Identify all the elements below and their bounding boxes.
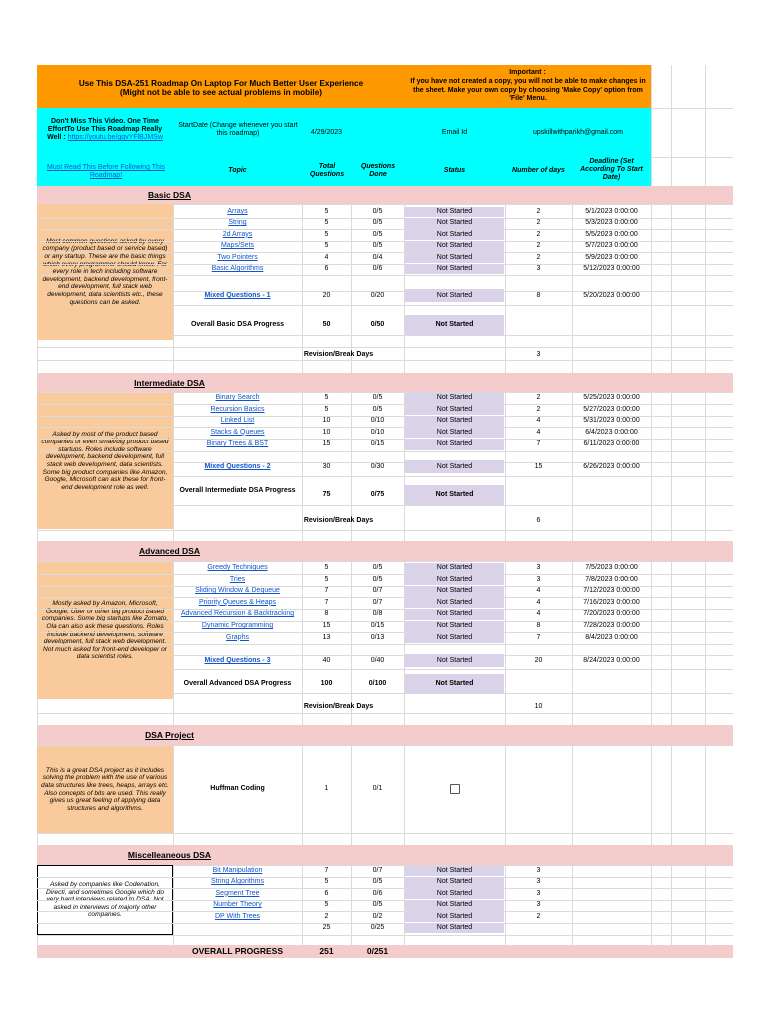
overall-section-status: Not Started — [435, 680, 474, 687]
topic-link[interactable]: Greedy Techniques — [207, 564, 268, 571]
total-questions: 5 — [324, 230, 329, 238]
project-checkbox[interactable] — [450, 784, 460, 794]
questions-done: 0/20 — [370, 292, 385, 299]
col-topic: Topic — [228, 167, 247, 174]
section-desc-basic: Most common questions asked by every company (product based or service based) or any startup. These are the basic things which every programmer should know. For every role in tech including software development, backend development, front-end development, full stack web development, data scientists etc., these questions can be asked. — [37, 204, 173, 340]
total-questions: 10 — [322, 417, 331, 425]
col-days: Number of days — [512, 167, 565, 174]
overall-section-total: 75 — [322, 491, 331, 498]
row-divider — [37, 644, 733, 645]
topic-link[interactable]: 2d Arrays — [222, 230, 253, 238]
video-link[interactable]: https://youtu.be/gqvYFlBJMSw — [67, 134, 163, 141]
status-value[interactable]: Not Started — [436, 610, 473, 618]
days-value: 3 — [536, 901, 541, 909]
topic-link[interactable]: Graphs — [226, 633, 249, 641]
revision-label: Revision/Break Days — [303, 351, 374, 358]
status-value[interactable]: Not Started — [436, 242, 473, 250]
overall-section-done: 0/75 — [370, 491, 385, 498]
status-value[interactable]: Not Started — [436, 253, 473, 261]
topic-link[interactable]: String — [228, 219, 247, 227]
deadline-value: 7/28/2023 0:00:00 — [583, 622, 640, 629]
total-questions: 5 — [324, 219, 329, 227]
status-value[interactable]: Not Started — [436, 230, 473, 238]
revision-days: 3 — [536, 351, 541, 358]
questions-done: 0/6 — [372, 265, 383, 272]
total-questions: 30 — [322, 463, 331, 470]
deadline-value: 7/12/2023 0:00:00 — [583, 587, 640, 595]
total-questions: 2 — [324, 912, 329, 920]
overall-section-label: Overall Advanced DSA Progress — [183, 680, 292, 687]
total-questions: 5 — [324, 564, 329, 571]
questions-done: 0/15 — [370, 622, 385, 629]
questions-done: 0/15 — [370, 440, 385, 448]
status-value[interactable]: Not Started — [436, 901, 473, 909]
total-questions: 15 — [322, 440, 331, 448]
grid-line — [37, 530, 733, 531]
deadline-value: 7/5/2023 0:00:00 — [585, 564, 638, 571]
header-subtitle: (Might not be able to see actual problems in mobile) — [120, 88, 322, 97]
total-questions: 5 — [324, 208, 329, 215]
row-divider — [37, 451, 733, 452]
overall-section-total: 100 — [320, 680, 333, 687]
status-value[interactable]: Not Started — [436, 878, 473, 886]
overall-progress-label: OVERALL PROGRESS — [192, 946, 283, 956]
misc-total: 25 — [322, 924, 331, 931]
col-status: Status — [443, 167, 466, 174]
deadline-value: 5/9/2023 0:00:00 — [585, 253, 638, 261]
status-value[interactable]: Not Started — [436, 208, 473, 215]
misc-status: Not Started — [436, 924, 473, 931]
topic-link[interactable]: Segment Tree — [215, 889, 260, 897]
section-title-advanced: Advanced DSA — [139, 546, 200, 556]
topic-link[interactable]: Sliding Window & Dequeue — [195, 587, 280, 595]
questions-done: 0/6 — [372, 889, 383, 897]
questions-done: 0/5 — [372, 230, 383, 238]
total-questions: 8 — [324, 610, 329, 618]
topic-link[interactable]: Basic Algorithms — [211, 265, 264, 272]
status-value[interactable]: Not Started — [436, 463, 473, 470]
days-value: 4 — [536, 428, 541, 436]
revision-days: 10 — [534, 703, 543, 710]
days-value: 4 — [536, 598, 541, 606]
col-deadline: Deadline (Set According To Start Date) — [580, 158, 643, 181]
topic-link[interactable]: Recursion Basics — [210, 405, 265, 413]
deadline-value: 5/25/2023 0:00:00 — [583, 394, 640, 401]
days-value: 2 — [536, 394, 541, 401]
status-value[interactable]: Not Started — [436, 440, 473, 448]
deadline-value: 5/1/2023 0:00:00 — [585, 208, 638, 215]
deadline-value: 7/20/2023 0:00:00 — [583, 610, 640, 618]
section-desc-project: This is a great DSA project as it includes solving the problem with the use of various data structures like trees, heaps, arrays etc. Also concepts of bits are used. This really gives us great feeling of applying data structures and algorithms. — [37, 746, 173, 833]
status-value[interactable]: Not Started — [436, 292, 473, 299]
grid-line — [37, 713, 733, 714]
status-value[interactable]: Not Started — [436, 405, 473, 413]
startdate-value[interactable]: 4/29/2023 — [310, 129, 343, 136]
questions-done: 0/4 — [372, 253, 383, 261]
days-value: 3 — [536, 889, 541, 897]
status-value[interactable]: Not Started — [436, 564, 473, 571]
days-value: 2 — [536, 242, 541, 250]
important-title: Important : — [509, 69, 546, 76]
project-done: 0/1 — [372, 785, 383, 792]
days-value: 2 — [536, 230, 541, 238]
days-value: 20 — [534, 657, 543, 664]
deadline-value: 7/8/2023 0:00:00 — [585, 575, 638, 583]
days-value: 3 — [536, 575, 541, 583]
questions-done: 0/5 — [372, 901, 383, 909]
status-value[interactable]: Not Started — [436, 889, 473, 897]
status-value[interactable]: Not Started — [436, 633, 473, 641]
topic-link[interactable]: Binary Trees & BST — [206, 440, 269, 448]
topic-link[interactable]: Maps/Sets — [220, 242, 255, 250]
section-title-misc: Miscelleaneous DSA — [127, 850, 212, 860]
mixed-questions-link[interactable]: Mixed Questions - 1 — [204, 292, 271, 299]
total-questions: 5 — [324, 878, 329, 886]
questions-done: 0/7 — [372, 867, 383, 874]
grid-line — [37, 833, 733, 834]
days-value: 2 — [536, 912, 541, 920]
overall-progress-total: 251 — [319, 946, 334, 956]
project-total: 1 — [324, 785, 329, 792]
col-total: Total Questions — [309, 163, 345, 178]
total-questions: 20 — [322, 292, 331, 299]
overall-section-label: Overall Intermediate DSA Progress — [179, 487, 296, 494]
questions-done: 0/5 — [372, 405, 383, 413]
status-value[interactable]: Not Started — [436, 912, 473, 920]
grid-line — [37, 935, 733, 936]
total-questions: 15 — [322, 622, 331, 629]
topic-link[interactable]: Two Pointers — [217, 253, 258, 261]
col-done: Questions Done — [360, 163, 396, 178]
topic-link[interactable]: Tries — [229, 575, 246, 583]
questions-done: 0/7 — [372, 598, 383, 606]
overall-section-done: 0/100 — [368, 680, 387, 687]
section-desc-advanced: Mostly asked by Amazon, Microsoft, Google, Uber or other big product based companies. Some big startups like Zomato, Ola can also ask these questions. Roles include backend development, software development, full stack web development. Not much asked for front-end developer or data scientist roles. — [37, 562, 173, 699]
topic-link[interactable]: DP With Trees — [215, 912, 260, 920]
total-questions: 7 — [324, 867, 329, 874]
days-value: 3 — [536, 867, 541, 874]
topic-link[interactable]: Number Theory — [213, 901, 262, 909]
status-value[interactable]: Not Started — [436, 622, 473, 629]
grid-line — [37, 347, 733, 348]
days-value: 2 — [536, 405, 541, 413]
deadline-value: 6/11/2023 0:00:00 — [583, 440, 640, 448]
status-value[interactable]: Not Started — [436, 265, 473, 272]
topic-link[interactable]: Linked List — [220, 417, 255, 425]
days-value: 2 — [536, 253, 541, 261]
status-value[interactable]: Not Started — [436, 587, 473, 595]
important-text: If you have not created a copy, you will not be able to make changes in the sheet. Make your own copy by choosing 'Make Copy' option from 'File' Menu. — [410, 78, 646, 102]
status-value[interactable]: Not Started — [436, 428, 473, 436]
questions-done: 0/5 — [372, 208, 383, 215]
overall-section-done: 0/50 — [370, 321, 385, 328]
topic-link[interactable]: Dynamic Programming — [201, 622, 274, 629]
days-value: 2 — [536, 208, 541, 215]
questions-done: 0/13 — [370, 633, 385, 641]
days-value: 15 — [534, 463, 543, 470]
questions-done: 0/40 — [370, 657, 385, 664]
deadline-value: 5/7/2023 0:00:00 — [585, 242, 638, 250]
total-questions: 5 — [324, 405, 329, 413]
deadline-value: 5/31/2023 0:00:00 — [583, 417, 640, 425]
days-value: 4 — [536, 587, 541, 595]
topic-link[interactable]: Binary Search — [215, 394, 260, 401]
questions-done: 0/2 — [372, 912, 383, 920]
topic-link[interactable]: String Algorithms — [211, 878, 264, 886]
questions-done: 0/5 — [372, 575, 383, 583]
total-questions: 7 — [324, 598, 329, 606]
revision-label: Revision/Break Days — [303, 703, 374, 710]
days-value: 4 — [536, 610, 541, 618]
questions-done: 0/8 — [372, 610, 383, 618]
overall-section-total: 50 — [322, 321, 331, 328]
overall-progress-done: 0/251 — [366, 946, 389, 956]
status-value[interactable]: Not Started — [436, 219, 473, 227]
questions-done: 0/10 — [370, 417, 385, 425]
email-label: Email Id — [441, 129, 468, 136]
roadmap-sheet — [37, 65, 733, 958]
status-value[interactable]: Not Started — [436, 417, 473, 425]
questions-done: 0/5 — [372, 564, 383, 571]
total-questions: 10 — [322, 428, 331, 436]
deadline-value: 5/5/2023 0:00:00 — [585, 230, 638, 238]
questions-done: 0/5 — [372, 394, 383, 401]
questions-done: 0/5 — [372, 219, 383, 227]
topic-link[interactable]: Advanced Recursion & Backtracking — [180, 610, 295, 618]
topic-link[interactable]: Arrays — [227, 208, 248, 215]
video-note: Don't Miss This Video. One Time EffortTo Use This Roadmap Really Well : https://youtu.be/gqvYFlBJMSw — [47, 118, 163, 141]
days-value: 8 — [536, 622, 541, 629]
questions-done: 0/5 — [372, 242, 383, 250]
deadline-value: 8/24/2023 0:00:00 — [583, 657, 640, 664]
status-value[interactable]: Not Started — [436, 394, 473, 401]
questions-done: 0/30 — [370, 463, 385, 470]
days-value: 3 — [536, 564, 541, 571]
row-divider — [37, 275, 733, 276]
questions-done: 0/10 — [370, 428, 385, 436]
total-questions: 7 — [324, 587, 329, 595]
questions-done: 0/5 — [372, 878, 383, 886]
must-read-link[interactable]: Must Read This Before Following This Roadmap! — [46, 164, 165, 179]
days-value: 8 — [536, 292, 541, 299]
deadline-value: 6/26/2023 0:00:00 — [583, 463, 640, 470]
overall-section-status: Not Started — [435, 491, 474, 498]
total-questions: 5 — [324, 242, 329, 250]
days-value: 3 — [536, 878, 541, 886]
days-value: 3 — [536, 265, 541, 272]
topic-link[interactable]: Bit Manipulation — [212, 867, 263, 874]
revision-label: Revision/Break Days — [303, 517, 374, 524]
grid-line — [37, 360, 733, 361]
deadline-value: 5/27/2023 0:00:00 — [583, 405, 640, 413]
deadline-value: 8/4/2023 0:00:00 — [585, 633, 638, 641]
email-value[interactable]: upskillwithparikh@gmail.com — [533, 129, 623, 136]
total-questions: 5 — [324, 901, 329, 909]
total-questions: 5 — [324, 394, 329, 401]
deadline-value: 7/16/2023 0:00:00 — [583, 598, 640, 606]
total-questions: 6 — [324, 265, 329, 272]
status-value[interactable]: Not Started — [436, 575, 473, 583]
deadline-value: 5/3/2023 0:00:00 — [585, 219, 638, 227]
mixed-questions-link[interactable]: Mixed Questions - 3 — [204, 657, 271, 664]
startdate-label: StartDate (Change whenever you start this roadmap) — [178, 122, 298, 137]
overall-section-label: Overall Basic DSA Progress — [190, 321, 285, 328]
status-value[interactable]: Not Started — [436, 598, 473, 606]
mixed-questions-link[interactable]: Mixed Questions - 2 — [204, 463, 271, 470]
section-desc-intermediate: Asked by most of the product based companies or even small/big product based startups. Roles include software development, backend development, full stack web development, data scientists. Some big product companies like Amazon, Google, Microsoft can ask these for front-end development role as well. — [37, 393, 173, 529]
status-value[interactable]: Not Started — [436, 867, 473, 874]
topic-link[interactable]: Priority Queues & Heaps — [198, 598, 277, 606]
deadline-value: 5/20/2023 0:00:00 — [583, 292, 640, 299]
revision-days: 6 — [536, 517, 541, 524]
total-questions: 4 — [324, 253, 329, 261]
days-value: 4 — [536, 417, 541, 425]
days-value: 2 — [536, 219, 541, 227]
days-value: 7 — [536, 633, 541, 641]
total-questions: 40 — [322, 657, 331, 664]
section-title-project: DSA Project — [145, 730, 194, 740]
section-title-basic: Basic DSA — [148, 190, 191, 200]
total-questions: 13 — [322, 633, 331, 641]
project-topic: Huffman Coding — [210, 785, 265, 792]
days-value: 7 — [536, 440, 541, 448]
misc-done: 0/25 — [370, 924, 385, 931]
status-value[interactable]: Not Started — [436, 657, 473, 664]
deadline-value: 6/4/2023 0:00:00 — [585, 428, 638, 436]
section-desc-misc: Asked by companies like Codenation, Directi, and sometimes Google which do very hard interviews related to DSA. Not asked in interviews of majorly other companies. — [37, 865, 173, 935]
total-questions: 5 — [324, 575, 329, 583]
header-title: Use This DSA-251 Roadmap On Laptop For Much Better User Experience — [78, 79, 364, 88]
section-title-intermediate: Intermediate DSA — [134, 378, 205, 388]
questions-done: 0/7 — [372, 587, 383, 595]
deadline-value: 5/12/2023 0:00:00 — [583, 265, 640, 272]
topic-link[interactable]: Stacks & Queues — [210, 428, 265, 436]
overall-section-status: Not Started — [435, 321, 474, 328]
total-questions: 6 — [324, 889, 329, 897]
